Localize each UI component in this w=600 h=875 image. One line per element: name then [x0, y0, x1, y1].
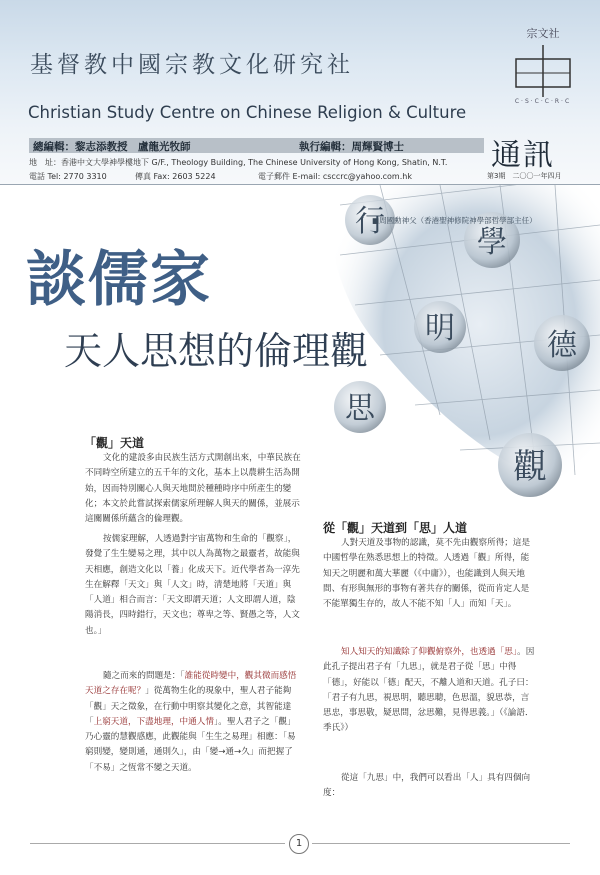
logo-text: 宗文社 — [526, 27, 560, 40]
page-number: 1 — [289, 834, 309, 854]
highlight-think: 知人知天的知識除了仰觀俯察外，也透過「思」 — [341, 647, 518, 657]
organization-title-chinese: 基督教中國宗教文化研究社 — [30, 52, 354, 78]
highlight-question: 誰能從時變中，觀其微而感悟天道之存在呢？ — [85, 671, 297, 697]
paragraph-5 — [323, 645, 536, 737]
newsletter-label: 通訊 — [491, 138, 555, 173]
section-heading-1: 「觀」天道 — [84, 436, 145, 450]
paragraph-5-rest: 。因此孔子提出君子有「九思」，就是君子從「思」中得「德」，好能以「德」配天，不離人道和天道。孔子曰：「君子有九思，視思明，聽思聰，色思溫，貌思恭，言思忠，事思敬，疑思問，忿思難，見得思義。」（《論語．季氏》） — [323, 647, 535, 734]
circle-char-1: 行 — [355, 204, 385, 239]
paragraph-3-part-b: 」從萬物生化的現象中，聖人君子能夠「觀」天之徵象，在行動中明察其變化之意，其智能達「 — [85, 686, 292, 727]
paragraph-3-part-c: 」。聖人君子之「觀」乃心靈的慧觀感應，此觀能與「生生之易理」相應：「易窮則變，變則通，通則久」，由「變→通→久」而把握了「不易」之恆常不變之天道。 — [85, 716, 296, 773]
cross-logo-icon — [508, 37, 578, 107]
address: 地 址：香港中文大學神學樓地下 G/F., Theology Building, The Chinese University of Hong Kong, Shatin, N.T. — [29, 158, 448, 167]
article-subtitle: 天人思想的倫理觀 — [64, 329, 369, 373]
paragraph-2: 按儒家理解，人透過對宇宙萬物和生命的「觀察」，發覺了生生變易之理，其中以人為萬物之最靈者，故能與天相應，創造文化以「養」化成天下。近代學者為一淳先生在解釋「天文」與「人文」時，清楚地將「天道」與「人道」相合而言：「天文即謂天道；人文即謂人道，陰陽消長，四時錯行，天文也；尊卑之等、賢愚之等，人文也。」 — [85, 534, 300, 636]
chief-editor: 總編輯：黎志添教授 盧龍光牧師 — [33, 141, 191, 153]
paragraph-4: 人對天道及事物的認識，莫不先由觀察所得；這是中國哲學在熟悉思想上的特徵。人透過「觀」所得，能知天之明麗和萬大華麗（《中庸》），也能識到人與天地間、有形與無形的事物有著共存的關係，從而肯定人是不能單獨生存的，故人不能不知「人」而知「天」。 — [323, 538, 531, 610]
editors-bar — [29, 138, 484, 153]
email: 電子郵件 E-mail: csccrc@yahoo.com.hk — [258, 172, 412, 181]
organization-logo — [508, 25, 578, 115]
logo-subtext: C·S·C·C·R·C — [514, 98, 572, 105]
circle-char-2: 學 — [477, 225, 507, 260]
circle-char-5: 思 — [345, 391, 375, 426]
paragraph-1: 文化的建設多由民族生活方式開創出來，中華民族在不同時空所建立的五千年的文化，基本上以農耕生活為開始，因而特別關心人與天地間於種種時序中所產生的變化；本文於此嘗試探索儒家所理解人與天的關係，並展示這關關係所蘊含的倫理觀。 — [85, 453, 301, 525]
circle-char-4: 德 — [547, 328, 577, 363]
section-heading-2: 從「觀」天道到「思」人道 — [323, 521, 468, 535]
circle-char-3: 明 — [425, 311, 455, 346]
highlight-quote: 上窮天道，下盡地理，中通人情 — [93, 716, 214, 727]
issue-info: 第3期 二〇〇一年四月 — [487, 172, 562, 180]
footer-line-right — [312, 843, 570, 844]
paragraph-3 — [85, 669, 302, 776]
circle-char-6: 觀 — [513, 447, 547, 487]
executive-editor: 執行編輯：周輝賢博士 — [299, 141, 404, 153]
article-title: 談儒家 — [26, 245, 212, 315]
footer-line-left — [30, 843, 285, 844]
author-byline: ■周國勳神父（香港聖神修院神學部哲學部主任） — [372, 216, 537, 225]
paragraph-3-part-a: 隨之而來的問題是：「 — [103, 671, 185, 681]
phone: 電話 Tel: 2770 3310 — [29, 172, 107, 181]
fax: 傳真 Fax: 2603 5224 — [135, 172, 216, 181]
paragraph-6: 從這「九思」中，我們可以看出「人」具有四個向度： — [323, 773, 531, 799]
organization-title-english: Christian Study Centre on Chinese Religion & Culture — [28, 103, 467, 122]
